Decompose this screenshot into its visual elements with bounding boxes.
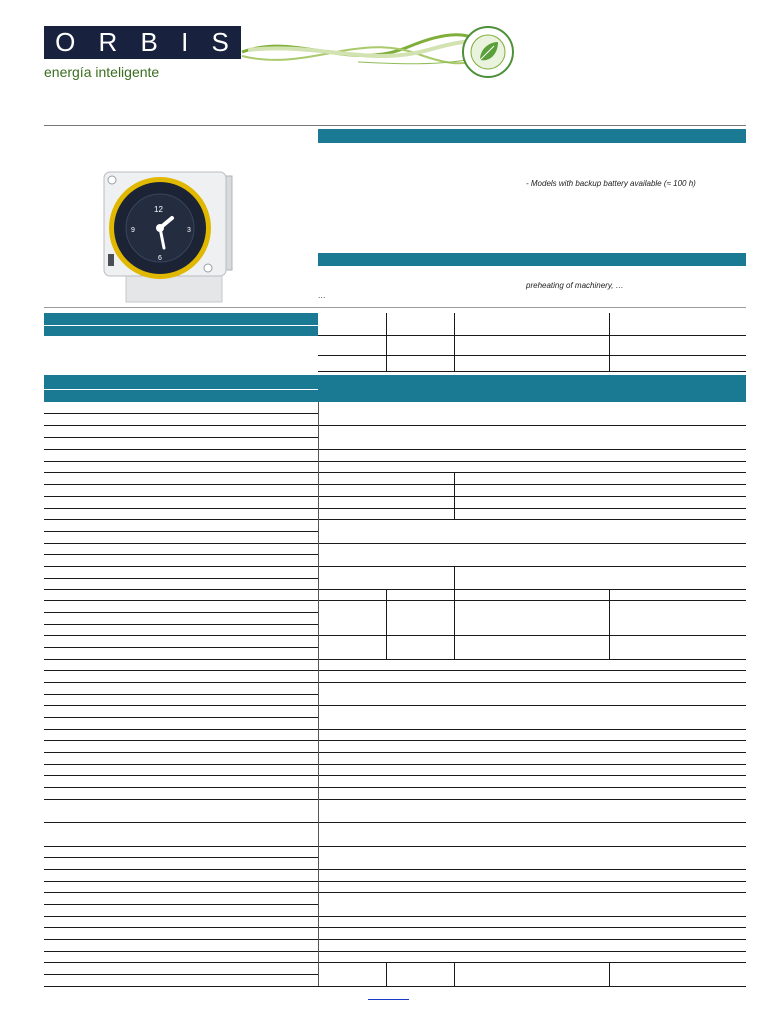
spec-right-rule bbox=[318, 799, 746, 800]
spec-left-rule bbox=[44, 775, 318, 776]
applications-note: preheating of machinery, … bbox=[526, 281, 624, 290]
spec-left-rule bbox=[44, 566, 318, 567]
spec-right-rule bbox=[318, 962, 746, 963]
footer-link[interactable] bbox=[368, 999, 409, 1000]
spec-left-rule bbox=[44, 472, 318, 473]
spec-left-rule bbox=[44, 846, 318, 847]
spec-left-rule bbox=[44, 962, 318, 963]
spec-left-rule bbox=[44, 425, 318, 426]
logo-letter-r: R bbox=[98, 27, 119, 57]
specs-header-left bbox=[44, 375, 318, 389]
wave-line-3 bbox=[248, 41, 488, 56]
spec-left-rule bbox=[44, 600, 318, 601]
product-switch bbox=[108, 254, 114, 266]
spec-left-rule bbox=[44, 519, 318, 520]
spec-right-rule bbox=[318, 449, 746, 450]
spec-split-d bbox=[609, 589, 610, 659]
spec-right-rule bbox=[318, 787, 746, 788]
spec-left-rule bbox=[44, 869, 318, 870]
dial-number-6: 6 bbox=[158, 255, 162, 262]
battery-note: - Models with backup battery available (≈ 100 h) bbox=[526, 179, 696, 188]
logo-letter-s: S bbox=[211, 27, 230, 57]
spec-split-e bbox=[386, 962, 387, 986]
spec-left-rule bbox=[44, 717, 318, 718]
dial-number-3: 3 bbox=[187, 227, 191, 234]
models-col-1 bbox=[386, 313, 387, 371]
spec-right-rule bbox=[318, 822, 746, 823]
spec-right-rule bbox=[318, 740, 746, 741]
spec-left-rule bbox=[44, 916, 318, 917]
spec-left-rule bbox=[44, 694, 318, 695]
section-divider bbox=[44, 307, 746, 308]
specs-subheader-left bbox=[44, 390, 318, 402]
spec-right-rule bbox=[318, 600, 746, 601]
dial-number-9: 9 bbox=[131, 227, 135, 234]
models-row-line-1 bbox=[318, 335, 746, 336]
spec-left-rule bbox=[44, 543, 318, 544]
applications-section-header bbox=[318, 253, 746, 266]
logo-text bbox=[44, 26, 241, 59]
spec-left-rule bbox=[44, 892, 318, 893]
spec-right-rule bbox=[318, 519, 746, 520]
spec-right-rule bbox=[318, 484, 746, 485]
spec-left-rule bbox=[44, 484, 318, 485]
spec-left-rule bbox=[44, 927, 318, 928]
spec-right-rule bbox=[318, 682, 746, 683]
logo-box bbox=[44, 26, 241, 59]
spec-right-rule bbox=[318, 472, 746, 473]
spec-right-rule bbox=[318, 461, 746, 462]
spec-right-rule bbox=[318, 670, 746, 671]
spec-left-rule bbox=[44, 589, 318, 590]
header-rule bbox=[44, 125, 746, 126]
brand-tagline: energía inteligente bbox=[44, 64, 160, 80]
spec-right-rule bbox=[318, 508, 746, 509]
spec-right-rule bbox=[318, 846, 746, 847]
spec-right-rule bbox=[318, 425, 746, 426]
spec-left-rule bbox=[44, 787, 318, 788]
spec-right-rule bbox=[318, 775, 746, 776]
spec-left-rule bbox=[44, 740, 318, 741]
spec-left-rule bbox=[44, 729, 318, 730]
spec-right-rule bbox=[318, 869, 746, 870]
spec-left-rule bbox=[44, 705, 318, 706]
spec-left-rule bbox=[44, 635, 318, 636]
specs-header-right bbox=[318, 375, 746, 402]
spec-right-rule bbox=[318, 705, 746, 706]
spec-split-f bbox=[454, 962, 455, 986]
spec-right-rule bbox=[318, 752, 746, 753]
spec-left-rule bbox=[44, 881, 318, 882]
spec-right-rule bbox=[318, 729, 746, 730]
spec-left-rule bbox=[44, 659, 318, 660]
spec-left-rule bbox=[44, 531, 318, 532]
spec-right-rule bbox=[318, 939, 746, 940]
spec-left-rule bbox=[44, 939, 318, 940]
spec-left-rule bbox=[44, 437, 318, 438]
spec-left-rule bbox=[44, 624, 318, 625]
spec-right-rule bbox=[318, 951, 746, 952]
models-row-line-2 bbox=[318, 355, 746, 356]
spec-right-rule bbox=[318, 566, 746, 567]
screw-bottom-right bbox=[204, 264, 212, 272]
logo-letter-o: O bbox=[55, 27, 77, 57]
spec-right-rule bbox=[318, 916, 746, 917]
spec-left-rule bbox=[44, 647, 318, 648]
spec-left-rule bbox=[44, 449, 318, 450]
spec-right-rule bbox=[318, 927, 746, 928]
spec-left-rule bbox=[44, 413, 318, 414]
spec-right-rule bbox=[318, 881, 746, 882]
spec-left-rule bbox=[44, 578, 318, 579]
spec-left-rule bbox=[44, 799, 318, 800]
registered-mark: ® bbox=[234, 27, 240, 34]
product-image bbox=[102, 170, 236, 306]
models-col-2 bbox=[454, 313, 455, 371]
spec-left-rule bbox=[44, 951, 318, 952]
spec-split-b bbox=[454, 566, 455, 659]
spec-right-rule bbox=[318, 635, 746, 636]
spec-right-rule bbox=[318, 892, 746, 893]
models-header-bar bbox=[44, 313, 318, 325]
spec-column-divider bbox=[318, 402, 319, 986]
features-section-header bbox=[318, 129, 746, 143]
spec-left-rule bbox=[44, 554, 318, 555]
spec-left-rule bbox=[44, 461, 318, 462]
models-subheader-bar bbox=[44, 326, 318, 336]
dial-number-12: 12 bbox=[154, 205, 163, 214]
spec-left-rule bbox=[44, 904, 318, 905]
spec-left-rule bbox=[44, 682, 318, 683]
spec-right-rule bbox=[318, 589, 746, 590]
spec-left-rule bbox=[44, 508, 318, 509]
applications-note-continued: … bbox=[318, 291, 326, 300]
spec-bottom-rule bbox=[44, 986, 746, 987]
spec-right-rule bbox=[318, 764, 746, 765]
spec-left-rule bbox=[44, 670, 318, 671]
spec-left-rule bbox=[44, 974, 318, 975]
logo-letter-b: B bbox=[140, 27, 159, 57]
spec-right-rule bbox=[318, 543, 746, 544]
models-row-line-3 bbox=[318, 371, 746, 372]
energia-badge-icon bbox=[458, 24, 518, 80]
logo-letter-i: I bbox=[181, 27, 190, 57]
spec-right-rule bbox=[318, 496, 746, 497]
spec-split-a bbox=[454, 472, 455, 519]
spec-right-rule bbox=[318, 659, 746, 660]
spec-left-rule bbox=[44, 857, 318, 858]
spec-split-c bbox=[386, 589, 387, 659]
spec-left-rule bbox=[44, 822, 318, 823]
screw-top-left bbox=[108, 176, 116, 184]
spec-left-rule bbox=[44, 764, 318, 765]
spec-left-rule bbox=[44, 496, 318, 497]
dial-center bbox=[156, 224, 164, 232]
models-col-3 bbox=[609, 313, 610, 371]
spec-left-rule bbox=[44, 612, 318, 613]
spec-left-rule bbox=[44, 752, 318, 753]
spec-split-g bbox=[609, 962, 610, 986]
